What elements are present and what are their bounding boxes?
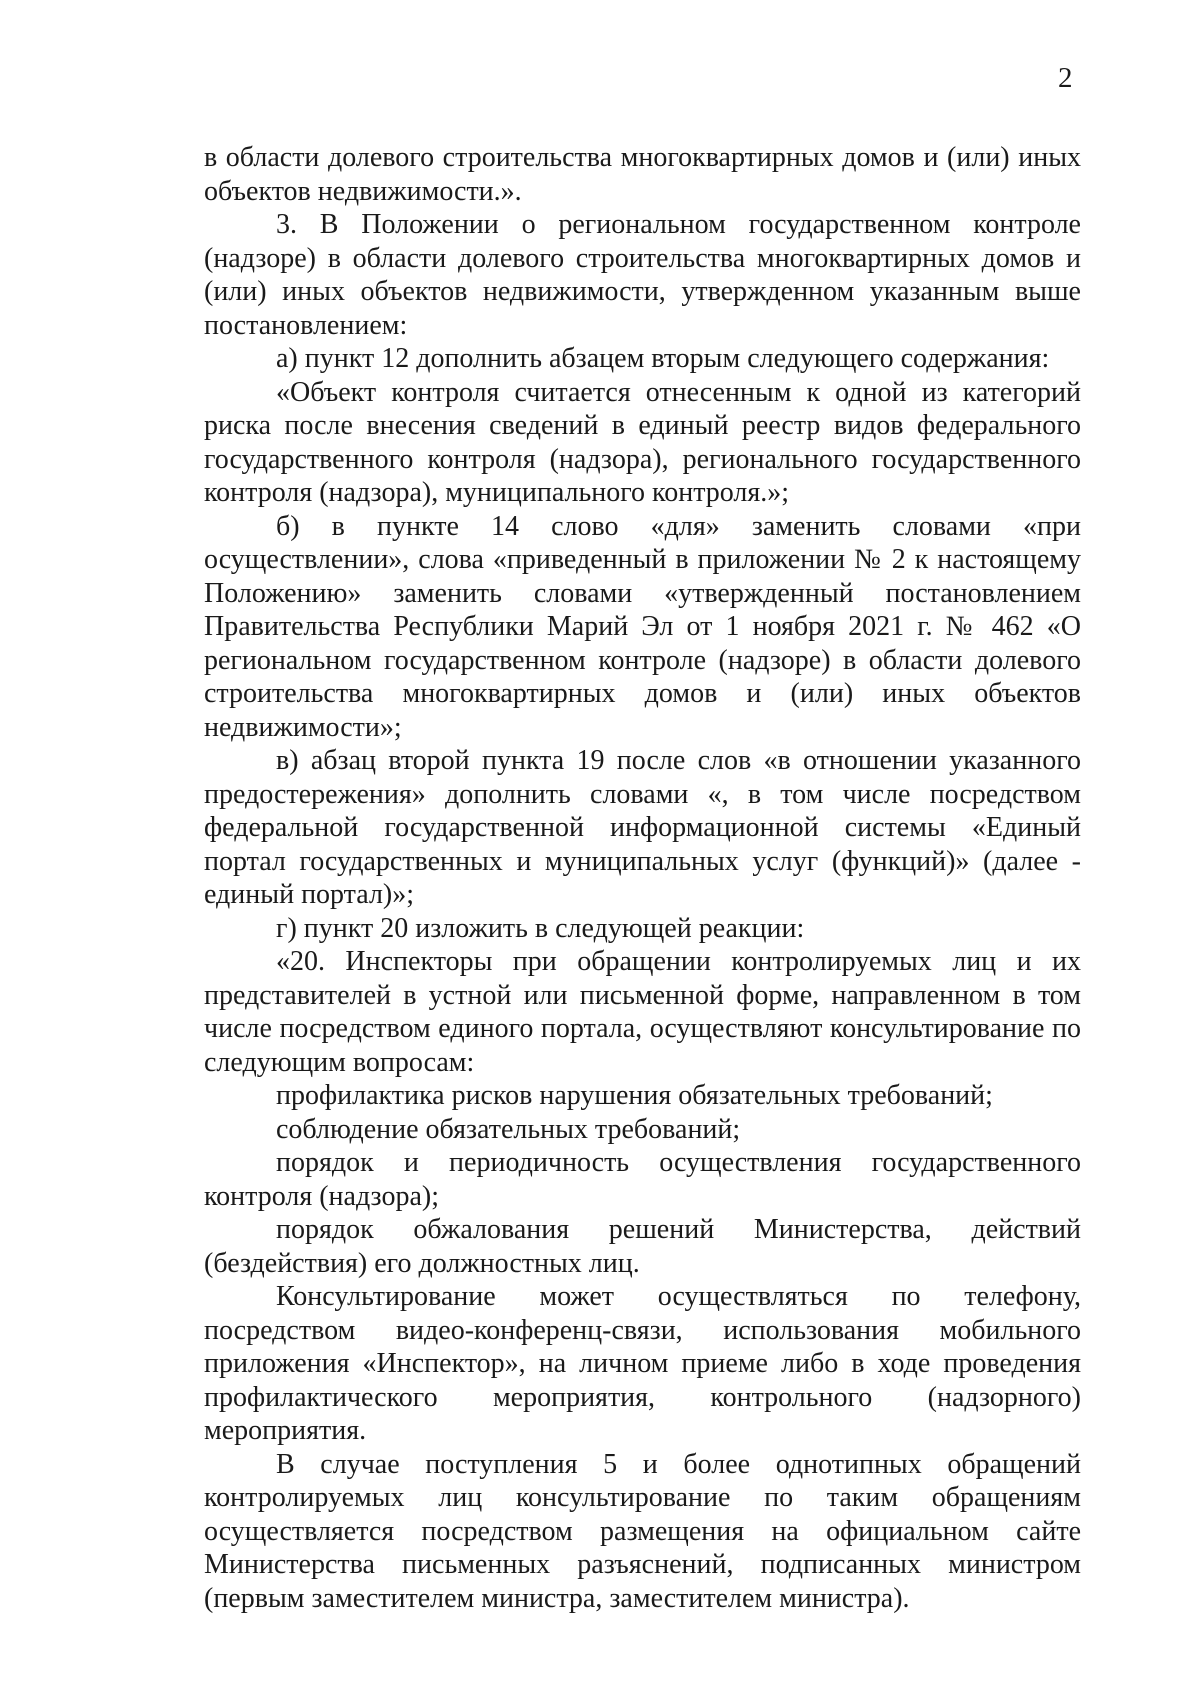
paragraph-item-3: 3. В Положении о региональном государственном контроле (надзоре) в области долевого строительства многоквартирных домов и (или) иных объектов недвижимости, утвержденном указанным выше постановлением: xyxy=(204,209,1081,341)
paragraph-topic-prevention: профилактика рисков нарушения обязательных требований; xyxy=(276,1080,993,1111)
paragraph-bulk-requests: В случае поступления 5 и более однотипных обращений контролируемых лиц консультирование по таким обращениям осуществляется посредством размещения на официальном сайте Министерства письменных разъяснений, подписанных министром (первым заместителем министра, заместителем министра). xyxy=(204,1448,1081,1614)
paragraph-subitem-g: г) пункт 20 изложить в следующей реакции: xyxy=(276,912,805,944)
page-number: 2 xyxy=(1058,62,1073,94)
document-body xyxy=(204,141,1081,1615)
paragraph-item-20: «20. Инспекторы при обращении контролируемых лиц и их представителей в устной или письменной форме, направленном в том числе посредством единого портала, осуществляют консультирование по следующим вопросам: xyxy=(204,946,1081,1078)
paragraph-subitem-v: в) абзац второй пункта 19 после слов «в отношении указанного предостережения» дополнить словами «, в том числе посредством федеральной государственной информационной системы «Единый портал государственных и муниципальных услуг (функций)» (далее - единый портал)»; xyxy=(204,745,1081,910)
paragraph-subitem-a: а) пункт 12 дополнить абзацем вторым следующего содержания: xyxy=(276,343,1050,374)
paragraph-topic-compliance: соблюдение обязательных требований; xyxy=(276,1113,741,1145)
paragraph-topic-appeal: порядок обжалования решений Министерства, действий (бездействия) его должностных лиц. xyxy=(204,1214,1081,1279)
paragraph-continuation: в области долевого строительства многоквартирных домов и (или) иных объектов недвижимости.». xyxy=(204,142,1081,207)
paragraph-subitem-b: б) в пункте 14 слово «для» заменить словами «при осуществлении», слова «приведенный в приложении № 2 к настоящему Положению» заменить словами «утвержденный постановлением Правительства Республики Марий Эл от 1 ноября 2021 г. № 462 «О региональном государственном контроле (надзоре) в области долевого строительства многоквартирных домов и (или) иных объектов недвижимости»; xyxy=(204,510,1081,743)
paragraph-consultation-methods: Консультирование может осуществляться по телефону, посредством видео-конференц-связи, использования мобильного приложения «Инспектор», на личном приеме либо в ходе проведения профилактического мероприятия, контрольного (надзорного) мероприятия. xyxy=(204,1281,1081,1446)
paragraph-quote-risk-category: «Объект контроля считается отнесенным к одной из категорий риска после внесения сведений в единый реестр видов федерального государственного контроля (надзора), регионального государственного контроля (надзора), муниципального контроля.»; xyxy=(204,376,1081,508)
paragraph-topic-procedure: порядок и периодичность осуществления государственного контроля (надзора); xyxy=(204,1147,1081,1212)
